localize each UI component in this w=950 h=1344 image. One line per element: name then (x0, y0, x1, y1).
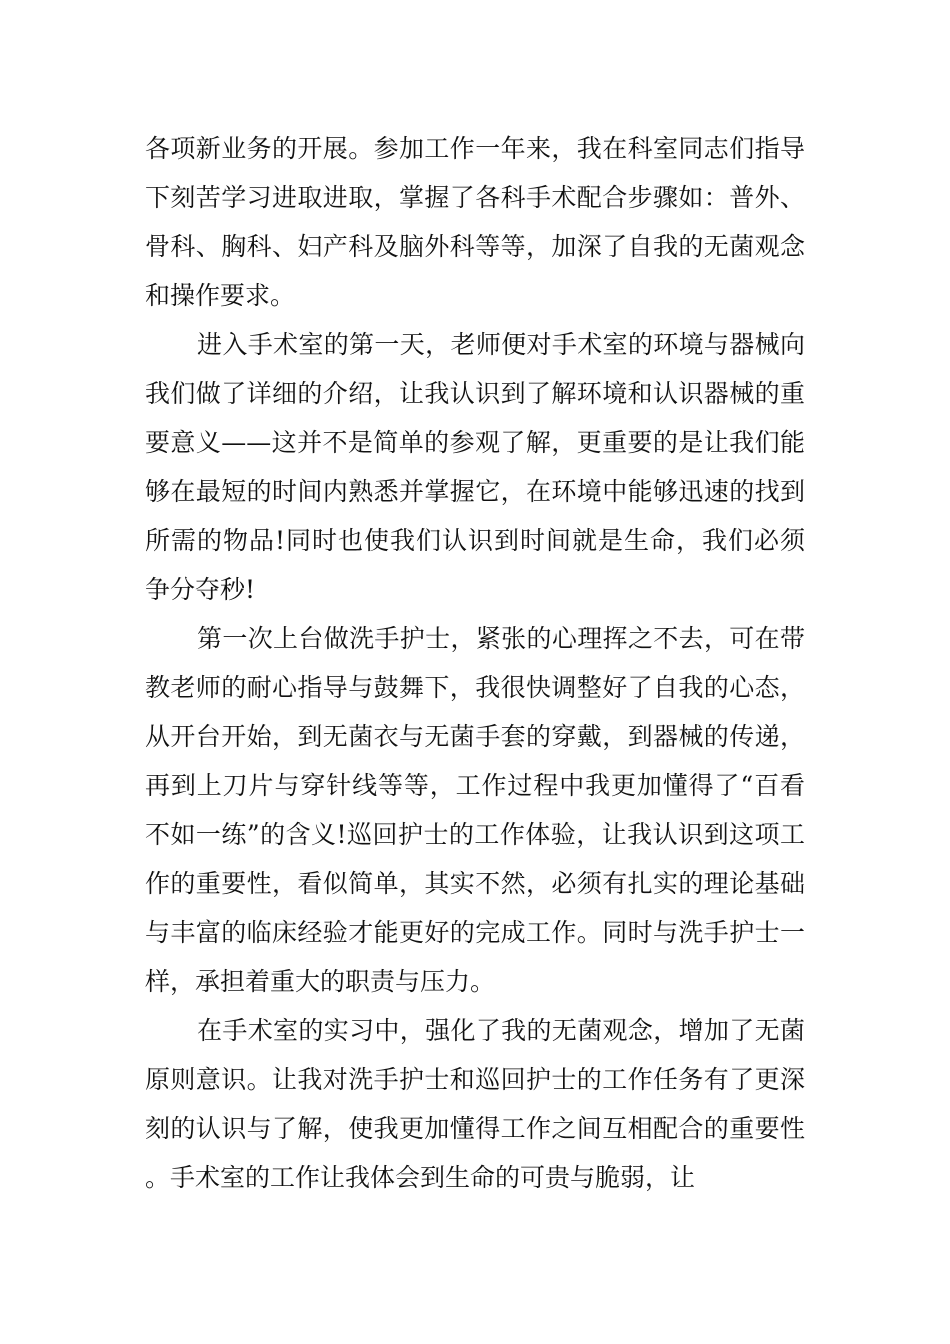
paragraph-4: 在手术室的实习中，强化了我的无菌观念，增加了无菌原则意识。让我对洗手护士和巡回护士的工作任务有了更深刻的认识与了解，使我更加懂得工作之间互相配合的重要性。手术室的工作让我体会到生命的可贵与脆弱，让 (145, 1016, 805, 1192)
document-body (145, 124, 805, 1202)
paragraph-2: 进入手术室的第一天，老师便对手术室的环境与器械向我们做了详细的介绍，让我认识到了解环境和认识器械的重要意义——这并不是简单的参观了解，更重要的是让我们能够在最短的时间内熟悉并掌握它，在环境中能够迅速的找到所需的物品!同时也使我们认识到时间就是生命，我们必须争分夺秒! (145, 330, 805, 604)
paragraph-3: 第一次上台做洗手护士，紧张的心理挥之不去，可在带教老师的耐心指导与鼓舞下，我很快调整好了自我的心态，从开台开始，到无菌衣与无菌手套的穿戴，到器械的传递，再到上刀片与穿针线等等，工作过程中我更加懂得了“百看不如一练”的含义!巡回护士的工作体验，让我认识到这项工作的重要性，看似简单，其实不然，必须有扎实的理论基础与丰富的临床经验才能更好的完成工作。同时与洗手护士一样，承担着重大的职责与压力。 (145, 624, 805, 996)
paragraph-1: 各项新业务的开展。参加工作一年来，我在科室同志们指导下刻苦学习进取进取，掌握了各科手术配合步骤如：普外、骨科、胸科、妇产科及脑外科等等，加深了自我的无菌观念和操作要求。 (145, 134, 805, 310)
